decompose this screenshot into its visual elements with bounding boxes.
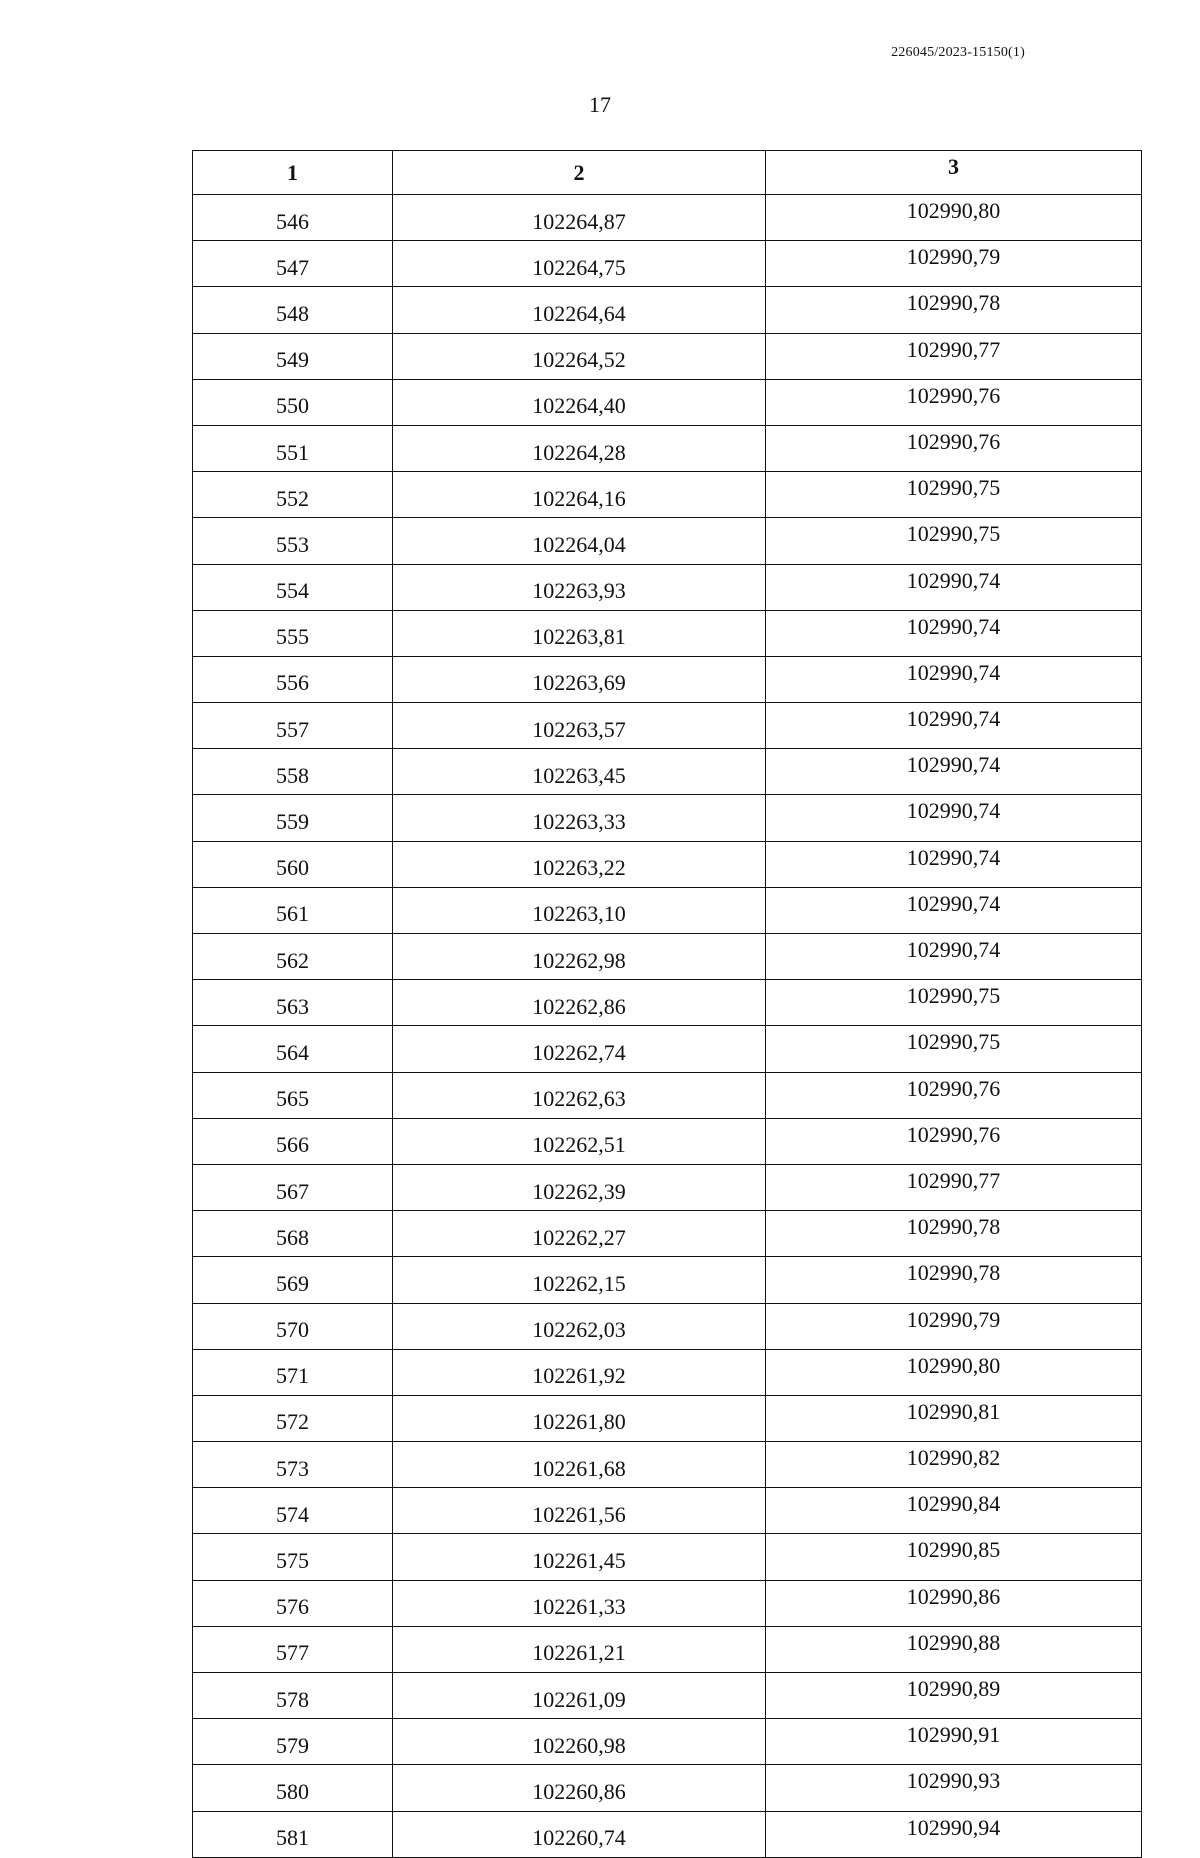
table-row [193, 1765, 1142, 1811]
table-row [193, 980, 1142, 1026]
table-row [193, 656, 1142, 702]
table-cell-col-2: 102263,93 [393, 564, 766, 610]
table-cell-col-3: 102990,76 [766, 425, 1142, 471]
table-row [193, 934, 1142, 980]
table-cell-col-3: 102990,80 [766, 1349, 1142, 1395]
table-cell-col-3: 102990,74 [766, 610, 1142, 656]
table-cell-col-2: 102263,69 [393, 656, 766, 702]
table-cell-col-3: 102990,77 [766, 1164, 1142, 1210]
table-cell-col-1: 552 [193, 472, 393, 518]
table-cell-col-3: 102990,74 [766, 703, 1142, 749]
table-cell-col-2: 102260,74 [393, 1811, 766, 1857]
table-cell-col-1: 548 [193, 287, 393, 333]
table-row [193, 287, 1142, 333]
table-cell-col-3: 102990,74 [766, 795, 1142, 841]
table-cell-col-2: 102261,09 [393, 1673, 766, 1719]
table-cell-col-2: 102260,98 [393, 1719, 766, 1765]
table-cell-col-1: 554 [193, 564, 393, 610]
table-cell-col-2: 102264,40 [393, 379, 766, 425]
table-cell-col-2: 102264,87 [393, 195, 766, 241]
table-cell-col-1: 559 [193, 795, 393, 841]
table-cell-col-1: 558 [193, 749, 393, 795]
table-cell-col-2: 102264,75 [393, 241, 766, 287]
table-cell-col-2: 102262,74 [393, 1026, 766, 1072]
table-row [193, 841, 1142, 887]
table-cell-col-3: 102990,85 [766, 1534, 1142, 1580]
table-cell-col-3: 102990,82 [766, 1442, 1142, 1488]
table-cell-col-3: 102990,75 [766, 518, 1142, 564]
table-cell-col-2: 102264,28 [393, 425, 766, 471]
table-cell-col-3: 102990,74 [766, 934, 1142, 980]
table-row [193, 610, 1142, 656]
table-row [193, 1072, 1142, 1118]
table-cell-col-1: 549 [193, 333, 393, 379]
table-cell-col-3: 102990,75 [766, 1026, 1142, 1072]
table-cell-col-1: 580 [193, 1765, 393, 1811]
table-row [193, 1488, 1142, 1534]
table-cell-col-3: 102990,76 [766, 1072, 1142, 1118]
table-cell-col-2: 102262,51 [393, 1118, 766, 1164]
table-cell-col-2: 102262,15 [393, 1257, 766, 1303]
table-row [193, 1395, 1142, 1441]
table-cell-col-1: 550 [193, 379, 393, 425]
column-header-2: 2 [393, 151, 766, 195]
table-row [193, 333, 1142, 379]
table-cell-col-1: 570 [193, 1303, 393, 1349]
table-cell-col-2: 102262,39 [393, 1164, 766, 1210]
table-row [193, 241, 1142, 287]
table-cell-col-3: 102990,74 [766, 749, 1142, 795]
table-cell-col-1: 563 [193, 980, 393, 1026]
table-cell-col-1: 553 [193, 518, 393, 564]
column-header-1: 1 [193, 151, 393, 195]
table-cell-col-2: 102261,92 [393, 1349, 766, 1395]
table-cell-col-3: 102990,77 [766, 333, 1142, 379]
table-cell-col-2: 102262,27 [393, 1211, 766, 1257]
table-cell-col-1: 562 [193, 934, 393, 980]
table-cell-col-2: 102263,57 [393, 703, 766, 749]
table-cell-col-2: 102263,45 [393, 749, 766, 795]
table-header-row [193, 151, 1142, 195]
table-cell-col-1: 569 [193, 1257, 393, 1303]
table-cell-col-1: 551 [193, 425, 393, 471]
table-cell-col-3: 102990,75 [766, 980, 1142, 1026]
table-cell-col-1: 556 [193, 656, 393, 702]
table-cell-col-3: 102990,75 [766, 472, 1142, 518]
table-cell-col-2: 102261,45 [393, 1534, 766, 1580]
table-cell-col-1: 561 [193, 887, 393, 933]
table-row [193, 1534, 1142, 1580]
table-cell-col-2: 102261,33 [393, 1580, 766, 1626]
table-cell-col-1: 581 [193, 1811, 393, 1857]
table-row [193, 518, 1142, 564]
table-cell-col-2: 102262,03 [393, 1303, 766, 1349]
table-row [193, 1257, 1142, 1303]
table-cell-col-1: 573 [193, 1442, 393, 1488]
table-cell-col-1: 557 [193, 703, 393, 749]
table-cell-col-3: 102990,76 [766, 379, 1142, 425]
table-row [193, 1118, 1142, 1164]
table-cell-col-3: 102990,74 [766, 887, 1142, 933]
table-cell-col-3: 102990,81 [766, 1395, 1142, 1441]
table-cell-col-1: 560 [193, 841, 393, 887]
table-cell-col-2: 102263,22 [393, 841, 766, 887]
table-row [193, 1811, 1142, 1857]
table-row [193, 1164, 1142, 1210]
table-cell-col-1: 576 [193, 1580, 393, 1626]
table-cell-col-2: 102263,33 [393, 795, 766, 841]
table-cell-col-3: 102990,80 [766, 195, 1142, 241]
table-cell-col-2: 102264,16 [393, 472, 766, 518]
table-cell-col-2: 102261,21 [393, 1626, 766, 1672]
table-body [193, 195, 1142, 1858]
coordinates-table [192, 150, 1142, 1858]
table-cell-col-2: 102261,56 [393, 1488, 766, 1534]
table-cell-col-2: 102262,98 [393, 934, 766, 980]
table-cell-col-3: 102990,78 [766, 1211, 1142, 1257]
table-cell-col-1: 575 [193, 1534, 393, 1580]
table-cell-col-3: 102990,78 [766, 287, 1142, 333]
table-cell-col-2: 102260,86 [393, 1765, 766, 1811]
table-row [193, 1626, 1142, 1672]
document-number: 226045/2023-15150(1) [891, 45, 1025, 60]
table-row [193, 887, 1142, 933]
table-row [193, 749, 1142, 795]
table-cell-col-1: 546 [193, 195, 393, 241]
table-cell-col-3: 102990,94 [766, 1811, 1142, 1857]
table-row [193, 1673, 1142, 1719]
table-row [193, 195, 1142, 241]
table-cell-col-2: 102264,52 [393, 333, 766, 379]
table-cell-col-3: 102990,91 [766, 1719, 1142, 1765]
table-row [193, 1211, 1142, 1257]
table-cell-col-2: 102261,80 [393, 1395, 766, 1441]
table-row [193, 379, 1142, 425]
table-cell-col-1: 568 [193, 1211, 393, 1257]
table-row [193, 1719, 1142, 1765]
table-cell-col-1: 555 [193, 610, 393, 656]
table-row [193, 1349, 1142, 1395]
table-cell-col-3: 102990,74 [766, 841, 1142, 887]
table-cell-col-2: 102261,68 [393, 1442, 766, 1488]
table-row [193, 1442, 1142, 1488]
table-cell-col-1: 565 [193, 1072, 393, 1118]
table-row [193, 1580, 1142, 1626]
table-row [193, 1303, 1142, 1349]
column-header-3: 3 [766, 151, 1142, 195]
table-cell-col-1: 579 [193, 1719, 393, 1765]
table-cell-col-2: 102264,64 [393, 287, 766, 333]
table-cell-col-3: 102990,89 [766, 1673, 1142, 1719]
table-header [193, 151, 1142, 195]
table-cell-col-3: 102990,79 [766, 1303, 1142, 1349]
table-cell-col-3: 102990,78 [766, 1257, 1142, 1303]
table-cell-col-1: 571 [193, 1349, 393, 1395]
table-cell-col-1: 566 [193, 1118, 393, 1164]
table-cell-col-3: 102990,93 [766, 1765, 1142, 1811]
table-cell-col-3: 102990,76 [766, 1118, 1142, 1164]
table-cell-col-2: 102263,10 [393, 887, 766, 933]
table-cell-col-3: 102990,79 [766, 241, 1142, 287]
table-cell-col-1: 578 [193, 1673, 393, 1719]
table-row [193, 795, 1142, 841]
table-cell-col-2: 102264,04 [393, 518, 766, 564]
table-cell-col-1: 564 [193, 1026, 393, 1072]
table-cell-col-3: 102990,86 [766, 1580, 1142, 1626]
table-row [193, 1026, 1142, 1072]
table-row [193, 425, 1142, 471]
table-cell-col-3: 102990,74 [766, 564, 1142, 610]
table-row [193, 472, 1142, 518]
table-cell-col-1: 567 [193, 1164, 393, 1210]
table-row [193, 564, 1142, 610]
table-cell-col-3: 102990,74 [766, 656, 1142, 702]
table-cell-col-3: 102990,84 [766, 1488, 1142, 1534]
table-cell-col-2: 102263,81 [393, 610, 766, 656]
table-row [193, 703, 1142, 749]
table-cell-col-3: 102990,88 [766, 1626, 1142, 1672]
page-number: 17 [589, 92, 611, 117]
table-cell-col-2: 102262,63 [393, 1072, 766, 1118]
table-cell-col-1: 547 [193, 241, 393, 287]
table-cell-col-1: 574 [193, 1488, 393, 1534]
table-cell-col-1: 577 [193, 1626, 393, 1672]
table-cell-col-2: 102262,86 [393, 980, 766, 1026]
table-cell-col-1: 572 [193, 1395, 393, 1441]
